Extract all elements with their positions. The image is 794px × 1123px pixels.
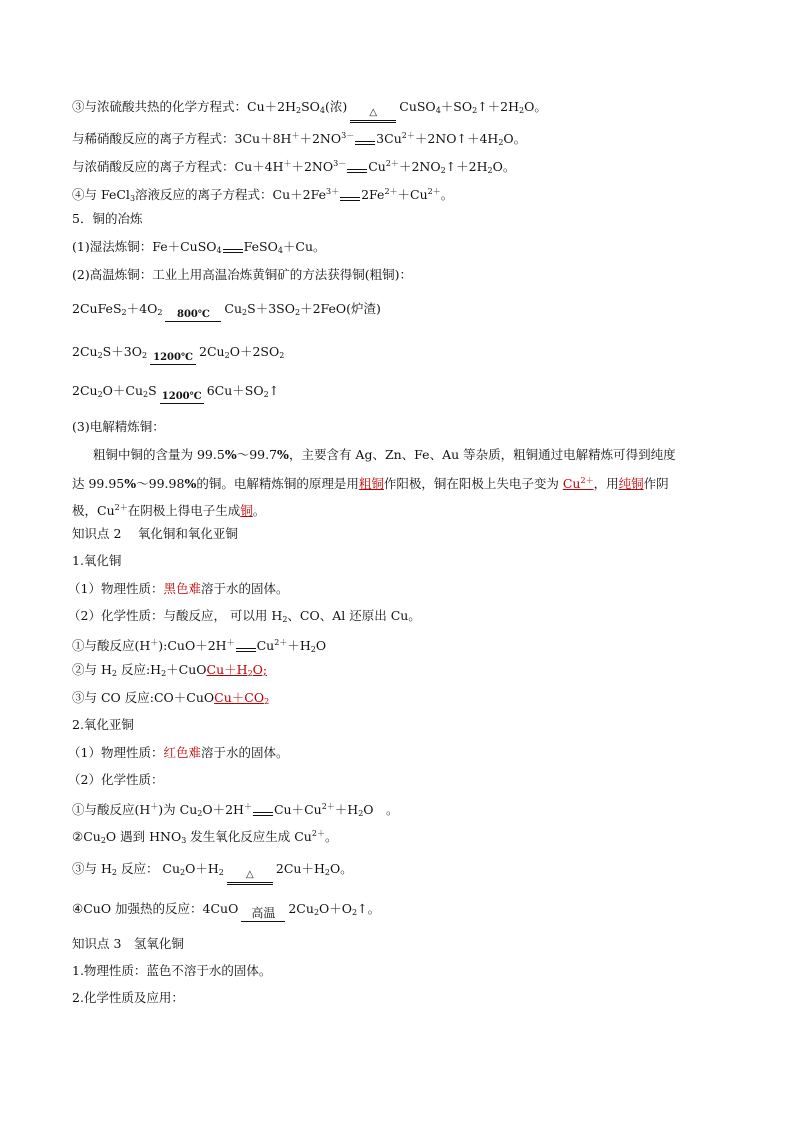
answer-red: 难 (188, 581, 201, 596)
subscript: 4 (435, 106, 441, 115)
text: Cu＋CO (214, 690, 265, 705)
text: 2Cu (72, 383, 98, 398)
answer-red: 难 (188, 745, 201, 760)
text: ④CuO 加强热的反应：4CuO (72, 901, 239, 916)
double-bar (227, 882, 273, 883)
refining-paragraph-line-3 (72, 499, 265, 520)
reaction-condition (165, 309, 221, 322)
percent: % (184, 476, 197, 491)
eq-wet-smelting (72, 238, 326, 260)
superscript: ＋ (243, 802, 252, 811)
subscript: 2 (224, 351, 230, 360)
text: O＋2SO (229, 344, 280, 359)
eq-cuo-strong-heat (72, 900, 380, 922)
text: O。 (492, 159, 516, 174)
cuo-physical-property (68, 580, 289, 598)
text: ～99.7 (236, 447, 278, 462)
superscript: ＋ (283, 159, 292, 168)
subscript: 2 (498, 138, 504, 147)
subscript: 2 (121, 308, 127, 317)
subscript: 2 (310, 645, 316, 654)
text: （2）化学性质：与酸反应， 可以用 H (68, 608, 283, 623)
bar (160, 403, 204, 404)
eq-chalcopyrite-roasting (72, 300, 381, 322)
text: 3Cu (376, 131, 402, 146)
text: 在阴极上得电子生成 (127, 503, 241, 518)
subscript: 2 (440, 166, 446, 175)
text: 2Cu (199, 344, 225, 359)
eq-cu2o-acid (72, 798, 399, 823)
subscript: 2 (143, 390, 149, 399)
text: ＋2FeO(炉渣) (300, 301, 381, 316)
text: ＋2NO↑＋4H (414, 131, 499, 146)
subscript: 2 (295, 106, 302, 115)
text: Cu (562, 476, 581, 491)
text: ，主要含有 Ag、Zn、Fe、Au 等杂质，粗铜通过电解精炼可得到纯度 (288, 447, 676, 462)
eq-cu2s-oxidation (72, 343, 284, 365)
text: ①与酸反应(H (72, 802, 151, 817)
cu2o-hno3-statement (72, 825, 337, 850)
eq-cuo-h2 (72, 661, 267, 683)
superscript: 3＋ (326, 187, 340, 196)
text: O 。 (363, 802, 399, 817)
knowledge-point-3-heading: 知识点 3 氢氧化铜 (72, 936, 184, 951)
text: CuSO (399, 99, 436, 114)
text: 溶于水的固体。 (201, 581, 289, 596)
subscript: 2 (313, 908, 320, 917)
temperature-label: 1200℃ (153, 352, 193, 363)
text: 与稀硝酸反应的离子方程式：3Cu＋8H (72, 131, 292, 146)
subscript: 2 (263, 390, 269, 399)
subscript: 2 (100, 836, 106, 845)
text: 达 99.95 (72, 476, 125, 491)
text: 2Cu (288, 901, 314, 916)
high-temp-label: 高温 (251, 906, 276, 920)
text: 。 (440, 187, 454, 202)
text: ③与 CO 反应:CO＋CuO (72, 690, 215, 705)
subscript: 3 (129, 194, 136, 203)
text: (1)湿法炼铜：Fe＋CuSO (72, 239, 217, 254)
subscript: 2 (358, 809, 364, 818)
text: ②与 H (72, 662, 112, 677)
eq-cu-dilute-nitric (72, 127, 526, 152)
text: ↑ (268, 383, 280, 398)
reaction-condition (241, 907, 285, 922)
text: S (148, 383, 157, 398)
temperature-label: 800℃ (176, 309, 210, 320)
subscript: 2 (294, 308, 301, 317)
text: ①与酸反应(H (72, 638, 151, 653)
eq-cu-conc-sulfuric (72, 98, 547, 123)
superscript: 3－ (333, 159, 347, 168)
percent: % (224, 447, 237, 462)
text: 、CO、Al 还原出 Cu。 (287, 608, 421, 623)
subscript: 2 (519, 106, 525, 115)
text: 的铜。电解精炼铜的原理是用 (196, 476, 359, 491)
double-bar-lower (350, 122, 396, 123)
superscript: 2＋ (427, 187, 441, 196)
text: Cu＋H (206, 662, 248, 677)
text: O＋2H (202, 802, 244, 817)
text: O＋O (319, 901, 353, 916)
text: Cu (368, 159, 386, 174)
text: O＋Cu (102, 383, 144, 398)
superscript: 2＋ (384, 187, 398, 196)
superscript: ＋ (150, 802, 159, 811)
text: ↑＋2H (477, 99, 520, 114)
text: ③与 H (72, 861, 112, 876)
bar (241, 921, 285, 922)
text: SO (301, 99, 320, 114)
answer-blank: 纯铜 (618, 476, 644, 491)
text: S＋3O (102, 344, 142, 359)
text: Cu (224, 301, 243, 316)
subscript: 2 (472, 106, 478, 115)
subscript: 2 (487, 166, 493, 175)
subscript: 2 (279, 351, 285, 360)
text: O 遇到 HNO (105, 829, 182, 844)
heat-symbol: △ (246, 869, 254, 880)
text: 反应： Cu (116, 861, 181, 876)
subscript: 2 (197, 809, 203, 818)
subscript: 2 (141, 351, 148, 360)
text: O。 (503, 131, 527, 146)
text: 极，Cu (72, 503, 115, 518)
text: O＋H (185, 861, 219, 876)
electrolytic-refining-heading: (3)电解精炼铜： (72, 419, 165, 434)
text: ＋2NO (398, 159, 441, 174)
cu2o-physical-property (68, 744, 289, 762)
superscript: 2＋ (321, 802, 335, 811)
text: (浓) (324, 99, 348, 114)
subscript: 4 (277, 246, 283, 255)
subscript: 4 (319, 106, 325, 115)
text: 作阳极，铜在阳极上失电子变为 (383, 476, 563, 491)
superscript: 2＋ (274, 638, 288, 647)
reaction-condition (150, 352, 196, 365)
answer-red: 黑色 (163, 581, 189, 596)
subscript: 2 (247, 669, 253, 678)
text: 发生氧化反应生成 Cu (186, 829, 312, 844)
superscript: 3－ (341, 131, 355, 140)
text: ③与浓硫酸共热的化学方程式：Cu＋2H (72, 99, 296, 114)
text: ④与 FeCl (72, 187, 130, 202)
answer-red: 红色 (163, 745, 189, 760)
subscript: 2 (264, 697, 270, 706)
text: O; (252, 662, 268, 677)
text: ＋2NO (291, 159, 334, 174)
eq-cuo-acid (72, 634, 326, 659)
high-temp-smelting-intro: (2)高温炼铜：工业上用高温冶炼黄铜矿的方法获得铜(粗铜)： (72, 267, 412, 282)
eq-cu-conc-nitric (72, 155, 515, 180)
superscript: 2＋ (401, 131, 415, 140)
superscript: 2＋ (580, 476, 594, 485)
text: 溶液反应的离子方程式：Cu＋2Fe (135, 187, 326, 202)
superscript: ＋ (226, 638, 235, 647)
subscript: 2 (180, 868, 186, 877)
reaction-condition (160, 391, 204, 404)
text: Cu (256, 638, 275, 653)
subscript: 2 (111, 669, 117, 678)
subscript: 2 (157, 308, 163, 317)
subscript: 2 (161, 669, 167, 678)
text: 反应:H (116, 662, 162, 677)
text: 。 (324, 829, 338, 844)
refining-paragraph-line-1 (93, 446, 676, 464)
subscript: 2 (282, 615, 288, 624)
text: 粗铜中铜的含量为 99.5 (93, 447, 225, 462)
percent: % (124, 476, 137, 491)
text: ＋SO (440, 99, 473, 114)
subscript: 2 (352, 908, 358, 917)
text: 作阴 (643, 476, 669, 491)
text: ↑＋2H (445, 159, 488, 174)
subscript: 2 (97, 351, 103, 360)
subscript: 2 (111, 868, 117, 877)
superscript: 2＋ (311, 829, 325, 838)
copper-oxide-heading: 1.氧化铜 (72, 553, 122, 568)
cuoh2-physical-property: 1.物理性质：蓝色不溶于水的固体。 (72, 963, 272, 978)
subscript: 2 (218, 868, 224, 877)
text: ＋4O (126, 301, 158, 316)
section-heading-copper-smelting: 5．铜的冶炼 (72, 211, 143, 226)
subscript: 3 (181, 836, 187, 845)
text: ＋CuO (166, 662, 207, 677)
text: ↑。 (357, 901, 381, 916)
text: 2Cu (72, 344, 98, 359)
bar (150, 364, 196, 365)
text: ):CuO＋2H (158, 638, 227, 653)
text: )为 Cu (158, 802, 198, 817)
text: 2CuFeS (72, 301, 122, 316)
text: ＋2NO (299, 131, 342, 146)
text: （1）物理性质： (68, 581, 164, 596)
reaction-condition (227, 869, 273, 885)
text: 与浓硝酸反应的离子方程式：Cu＋4H (72, 159, 284, 174)
text: ＋Cu。 (282, 239, 326, 254)
text: 。 (252, 503, 266, 518)
text: 2Cu＋H (275, 861, 325, 876)
answer-blank (214, 690, 269, 705)
superscript: 2＋ (114, 503, 128, 512)
cuoh2-chemical-property-heading: 2.化学性质及应用： (72, 990, 184, 1005)
text: ，用 (593, 476, 619, 491)
text: FeSO (243, 239, 278, 254)
text: ②Cu (72, 829, 101, 844)
text: O (315, 638, 327, 653)
text: 溶于水的固体。 (201, 745, 289, 760)
text: Cu＋Cu (273, 802, 322, 817)
knowledge-point-2-heading: 知识点 2 氧化铜和氧化亚铜 (72, 526, 238, 541)
subscript: 2 (97, 390, 103, 399)
subscript: 2 (324, 868, 330, 877)
superscript: ＋ (150, 638, 159, 647)
percent: % (277, 447, 289, 462)
cu2o-chemical-property-heading: （2）化学性质： (68, 772, 164, 787)
eq-cu2o-h2 (72, 860, 353, 885)
answer-blank: 粗铜 (358, 476, 384, 491)
text: 2Fe (361, 187, 385, 202)
text: ～99.98 (136, 476, 185, 491)
text: （1）物理性质： (68, 745, 164, 760)
subscript: 4 (216, 246, 222, 255)
answer-blank: 铜 (240, 503, 253, 518)
subscript: 2 (242, 308, 248, 317)
text: ＋Cu (397, 187, 428, 202)
text: ＋H (334, 802, 359, 817)
bar (165, 321, 221, 322)
cuo-chemical-property (68, 607, 421, 629)
heat-symbol: △ (369, 107, 378, 118)
superscript: ＋ (291, 131, 300, 140)
answer-blank (207, 662, 268, 677)
text: ＋H (287, 638, 311, 653)
superscript: 2＋ (385, 159, 399, 168)
reaction-condition (350, 107, 396, 123)
eq-cu-fecl3 (72, 183, 453, 208)
answer-blank (563, 476, 594, 491)
text: S＋3SO (247, 301, 295, 316)
refining-paragraph-line-2 (72, 472, 669, 493)
cuprous-oxide-heading: 2.氧化亚铜 (72, 717, 134, 732)
text: 6Cu＋SO (206, 383, 264, 398)
double-bar-lower (227, 884, 273, 885)
text: O。 (329, 861, 353, 876)
double-bar (350, 120, 396, 121)
text: O。 (524, 99, 547, 114)
eq-cuo-co (72, 689, 269, 711)
eq-cu2o-cu2s (72, 382, 279, 404)
temperature-label: 1200℃ (161, 391, 202, 402)
